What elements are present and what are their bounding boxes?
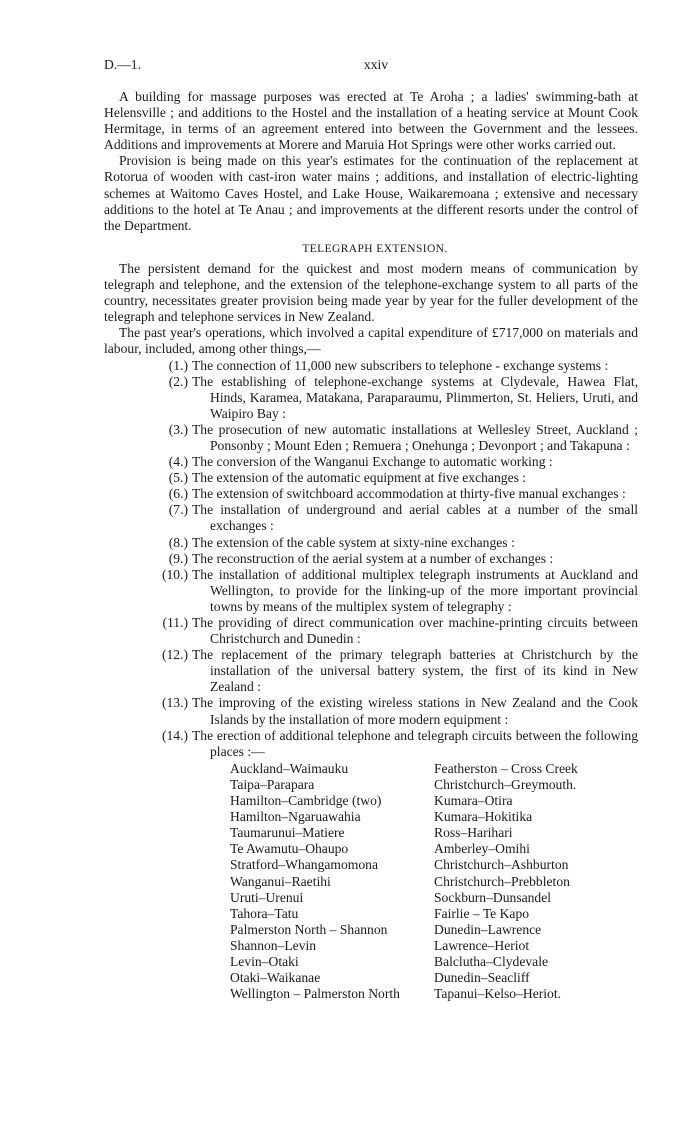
place-pair: Hamilton–Cambridge (two) bbox=[230, 793, 382, 809]
list-item bbox=[104, 551, 638, 567]
list-item bbox=[104, 470, 638, 486]
list-item-text: The improving of the existing wireless stations in New Zealand and the Cook Islands by the installation of more modern equipment : bbox=[192, 695, 638, 727]
page-number: xxiv bbox=[363, 57, 389, 72]
list-item bbox=[104, 567, 638, 615]
place-pair: Sockburn–Dunsandel bbox=[434, 889, 552, 905]
place-pair: Amberley–Omihi bbox=[434, 841, 530, 857]
list-item-number: (9.) bbox=[168, 550, 188, 566]
paragraph-provision: Provision is being made on this year's estimates for the continuation of the replacement at Rotorua of wooden with cast-iron water mains ; additions, and installation of electric-lighting schemes at Waitomo Caves Hostel, and Lake House, Waikaremoana ; extensive and necessary additions to the hotel at Te Anau ; and improvements at the different resorts under the control of the Department. bbox=[104, 153, 638, 233]
list-item-number: (10.) bbox=[161, 566, 188, 582]
list-item-text: The providing of direct communication over machine-printing circuits between Christchurch and Dunedin : bbox=[192, 615, 638, 647]
list-item-number: (8.) bbox=[168, 534, 188, 550]
list-item-number: (12.) bbox=[161, 647, 188, 663]
place-pair: Uruti–Urenui bbox=[230, 889, 304, 905]
list-item-text: The reconstruction of the aerial system at a number of exchanges : bbox=[192, 550, 554, 566]
places-column-right bbox=[434, 761, 638, 1002]
place-pair: Dunedin–Seacliff bbox=[434, 970, 530, 986]
list-item-text: The prosecution of new automatic installations at Wellesley Street, Auckland ; Ponsonby ; Mount Eden ; Remuera ; Onehunga ; Devonport ; and Takapuna : bbox=[192, 421, 638, 453]
circuit-places-table bbox=[104, 761, 638, 1002]
operations-list bbox=[104, 358, 638, 760]
place-pair: Tapanui–Kelso–Heriot. bbox=[434, 986, 562, 1002]
list-item bbox=[104, 486, 638, 502]
list-item bbox=[104, 374, 638, 422]
list-item-text: The installation of additional multiplex telegraph instruments at Auckland and Wellington, to provide for the linking-up of the more important provincial towns by means of the multiplex system of telegraphy : bbox=[192, 566, 638, 614]
place-pair: Shannon–Levin bbox=[230, 937, 317, 953]
section-heading: TELEGRAPH EXTENSION. bbox=[302, 242, 448, 255]
place-pair: Taumarunui–Matiere bbox=[230, 825, 345, 841]
place-pair: Kumara–Hokitika bbox=[434, 809, 533, 825]
place-pair: Stratford–Whangamomona bbox=[230, 857, 378, 873]
list-item-number: (4.) bbox=[168, 454, 188, 470]
list-item-number: (14.) bbox=[161, 727, 188, 743]
paragraph-telegraph-demand: The persistent demand for the quickest and most modern means of communication by telegraph and telephone, and the extension of the telephone-exchange system to all parts of the country, necessitates greater provision being made year by year for the fuller development of the telegraph and telephone services in New Zealand. bbox=[104, 260, 638, 325]
place-pair: Lawrence–Heriot bbox=[434, 937, 530, 953]
place-pair: Dunedin–Lawrence bbox=[434, 921, 542, 937]
place-pair: Ross–Harihari bbox=[434, 825, 513, 841]
list-item-number: (7.) bbox=[168, 502, 188, 518]
place-pair: Te Awamutu–Ohaupo bbox=[230, 841, 349, 857]
list-item bbox=[104, 695, 638, 727]
place-pair: Featherston – Cross Creek bbox=[434, 760, 578, 776]
list-item bbox=[104, 647, 638, 695]
list-item-text: The connection of 11,000 new subscribers to telephone - exchange systems : bbox=[192, 357, 609, 373]
place-pair: Christchurch–Greymouth. bbox=[434, 776, 577, 792]
list-item-number: (6.) bbox=[168, 486, 188, 502]
place-pair: Kumara–Otira bbox=[434, 793, 513, 809]
list-item-text: The installation of underground and aerial cables at a number of the small exchanges : bbox=[192, 502, 638, 534]
list-item bbox=[104, 535, 638, 551]
list-item bbox=[104, 502, 638, 534]
list-item bbox=[104, 454, 638, 470]
list-item bbox=[104, 728, 638, 760]
place-pair: Otaki–Waikanae bbox=[230, 970, 321, 986]
document-reference: D.—1. bbox=[104, 57, 142, 72]
list-item-text: The extension of the automatic equipment at five exchanges : bbox=[192, 470, 527, 486]
paragraph-past-year: The past year's operations, which involved a capital expenditure of £717,000 on materials and labour, included, among other things,— bbox=[104, 325, 638, 357]
place-pair: Taipa–Parapara bbox=[230, 776, 315, 792]
place-pair: Wellington – Palmerston North bbox=[230, 986, 400, 1002]
list-item-text: The establishing of telephone-exchange systems at Clydevale, Hawea Flat, Hinds, Karamea, Matakana, Paraparaumu, Plimmerton, St. Heliers, Uruti, and Waipiro Bay : bbox=[192, 373, 638, 421]
place-pair: Christchurch–Ashburton bbox=[434, 857, 569, 873]
place-pair: Levin–Otaki bbox=[230, 953, 299, 969]
list-item-text: The erection of additional telephone and telegraph circuits between the following places :— bbox=[192, 727, 638, 759]
list-item-text: The extension of switchboard accommodation at thirty-five manual exchanges : bbox=[192, 486, 626, 502]
list-item-number: (11.) bbox=[162, 615, 188, 630]
place-pair: Tahora–Tatu bbox=[230, 905, 299, 921]
place-pair: Palmerston North – Shannon bbox=[230, 921, 388, 937]
list-item-number: (3.) bbox=[168, 421, 188, 437]
places-column-left bbox=[230, 761, 434, 1002]
list-item-number: (5.) bbox=[168, 470, 188, 486]
place-pair: Auckland–Waimauku bbox=[230, 760, 349, 776]
list-item-number: (2.) bbox=[168, 373, 188, 389]
place-pair: Christchurch–Prebbleton bbox=[434, 873, 570, 889]
page-header bbox=[104, 57, 638, 77]
place-pair: Wanganui–Raetihi bbox=[230, 873, 331, 889]
place-pair: Fairlie – Te Kapo bbox=[434, 905, 530, 921]
list-item bbox=[104, 422, 638, 454]
list-item bbox=[104, 615, 638, 647]
list-item-text: The conversion of the Wanganui Exchange to automatic working : bbox=[192, 454, 553, 470]
list-item-text: The replacement of the primary telegraph batteries at Christchurch by the installation of the universal battery system, the first of its kind in New Zealand : bbox=[192, 647, 638, 695]
list-item-text: The extension of the cable system at sixty-nine exchanges : bbox=[192, 534, 515, 550]
place-pair: Balclutha–Clydevale bbox=[434, 953, 549, 969]
list-item-number: (1.) bbox=[168, 357, 188, 373]
place-pair: Hamilton–Ngaruawahia bbox=[230, 809, 361, 825]
paragraph-buildings: A building for massage purposes was erected at Te Aroha ; a ladies' swimming-bath at Helensville ; and additions to the Hostel and the installation of a heating service at Mount Cook Hermitage, in terms of an agreement entered into between the Government and the lessees. Additions and improvements at Morere and Maruia Hot Springs were other works carried out. bbox=[104, 89, 638, 153]
list-item-number: (13.) bbox=[161, 695, 188, 711]
list-item bbox=[104, 358, 638, 374]
